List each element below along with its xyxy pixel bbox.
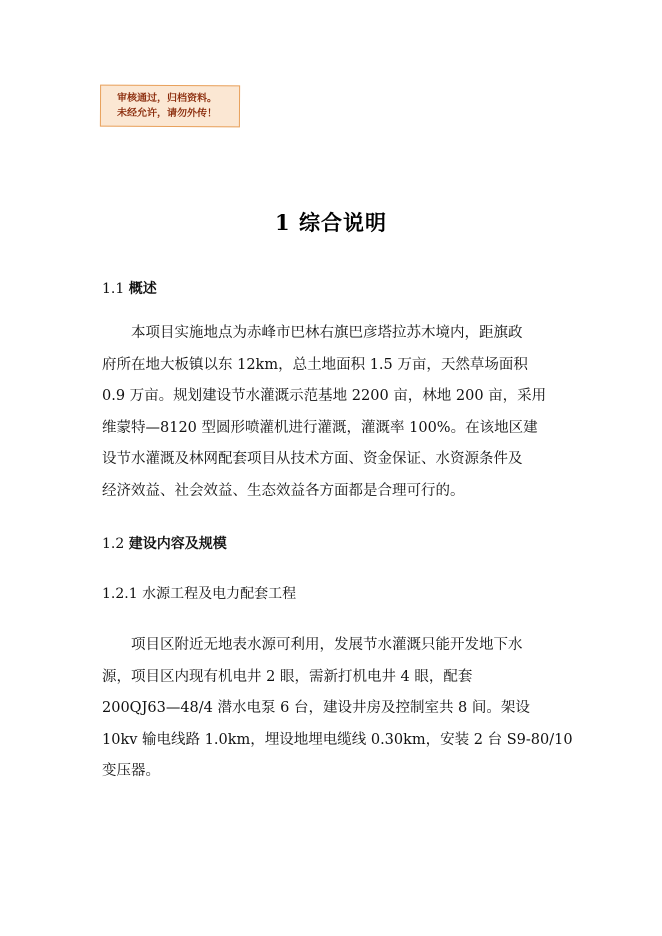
section-title: 建设内容及规模 [128, 536, 227, 552]
water-power-paragraph [102, 630, 572, 788]
paragraph-line: 府所在地大板镇以东 12km，总土地面积 1.5 万亩，天然草场面积 [102, 356, 528, 373]
paragraph-line: 变压器。 [102, 763, 160, 779]
section-title: 概述 [128, 281, 157, 297]
section-title: 水源工程及电力配套工程 [142, 586, 297, 602]
section-heading-1-1 [102, 278, 157, 298]
overview-paragraph [102, 318, 572, 507]
chapter-title: 1 综合说明 [275, 210, 387, 235]
paragraph-line: 0.9 万亩。规划建设节水灌溉示范基地 2200 亩，林地 200 亩，采用 [102, 388, 547, 404]
archive-stamp [100, 85, 240, 128]
paragraph-line: 项目区附近无地表水源可利用，发展节水灌溉只能开发地下水 [131, 637, 523, 653]
section-number: 1.1 [102, 281, 125, 297]
section-number: 1.2 [102, 536, 125, 552]
stamp-line-2: 未经允许，请勿外传！ [116, 107, 217, 120]
section-number: 1.2.1 [102, 586, 138, 602]
section-heading-1-2 [102, 533, 227, 553]
paragraph-line: 10kv 输电线路 1.0km，埋设地埋电缆线 0.30km，安装 2 台 S9-80/10 [102, 731, 573, 748]
paragraph-line: 设节水灌溉及林网配套项目从技术方面、资金保证、水资源条件及 [102, 451, 523, 467]
section-heading-1-2-1 [102, 583, 296, 603]
paragraph-line: 维蒙特—8120 型圆形喷灌机进行灌溉，灌溉率 100%。在该地区建 [102, 419, 538, 436]
paragraph-line: 经济效益、社会效益、生态效益各方面都是合理可行的。 [102, 482, 465, 499]
paragraph-line: 源，项目区内现有机电井 2 眼，需新打机电井 4 眼，配套 [102, 668, 473, 685]
paragraph-line: 本项目实施地点为赤峰市巴林右旗巴彦塔拉苏木境内，距旗政 [131, 325, 523, 341]
stamp-line-1: 审核通过，归档资料。 [117, 92, 218, 105]
paragraph-line: 200QJ63—48/4 潜水电泵 6 台，建设井房及控制室共 8 间。架设 [102, 700, 530, 716]
